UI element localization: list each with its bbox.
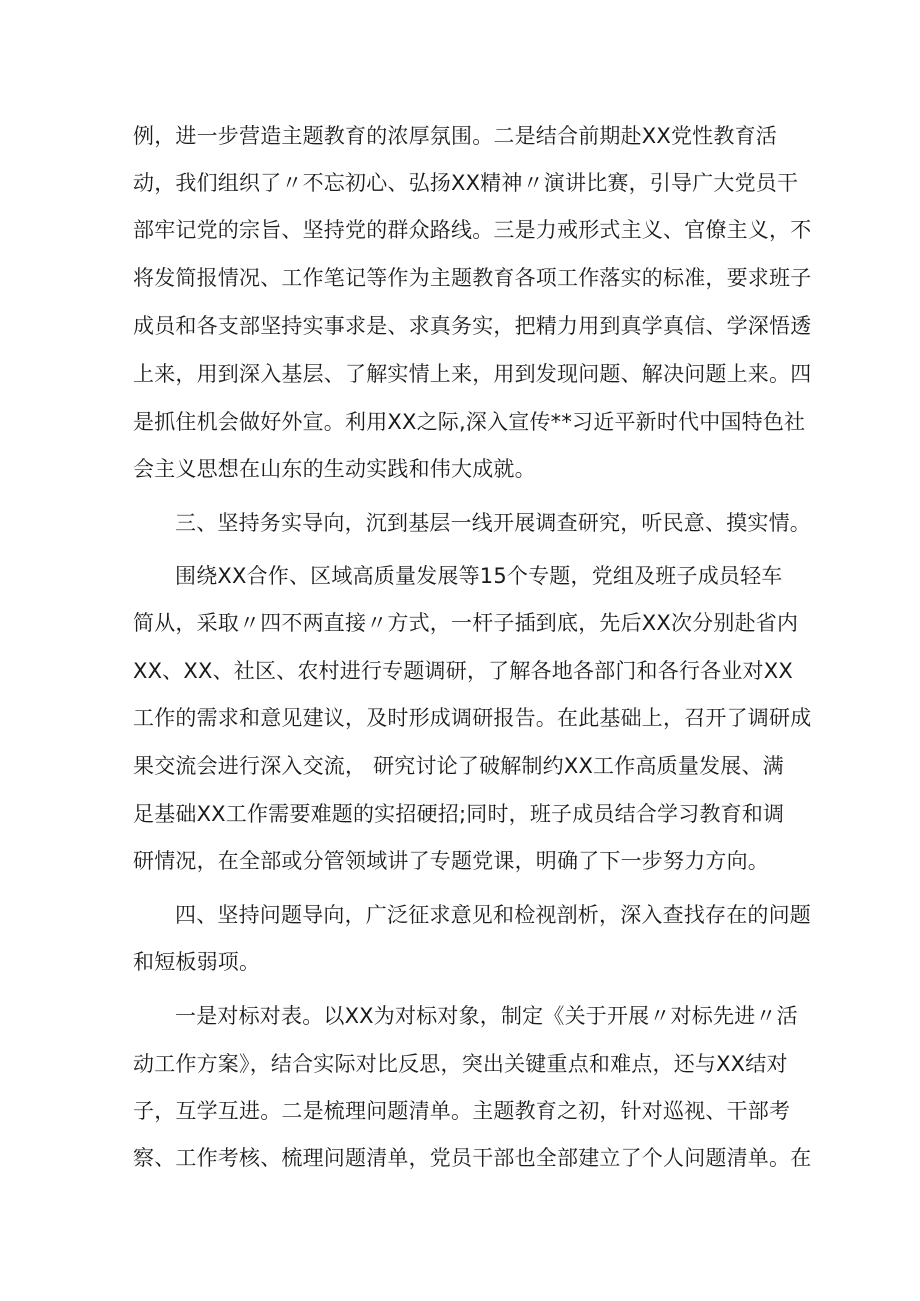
text-line: XX、XX、社区、农村进行专题调研，了解各地各部门和各行各业对XX (133, 659, 793, 683)
text-line: 子，互学互进。二是梳理问题清单。主题教育之初，针对巡视、干部考 (133, 1099, 791, 1123)
text-line: 是抓住机会做好外宣。利用XX之际,深入宣传**习近平新时代中国特色社 (133, 410, 806, 434)
text-line: 简从，采取〃四不两直接〃方式，一杆子插到底，先后XX次分别赴省内 (133, 611, 799, 635)
text-line: 例，进一步营造主题教育的浓厚氛围。二是结合前期赴XX党性教育活 (133, 124, 777, 148)
text-line: 会主义思想在山东的生动实践和伟大成就。 (133, 457, 536, 481)
section-heading: 三、坚持务实导向，沉到基层一线开展调查研究，听民意、摸实情。 (175, 511, 811, 535)
text-line: 研情况，在全部或分管领域讲了专题党课，明确了下一步努力方向。 (133, 849, 769, 873)
text-line: 足基础XX工作需要难题的实招硬招;同时，班子成员结合学习教育和调 (133, 802, 785, 826)
text-line: 动，我们组织了〃不忘初心、弘扬XX精神〃演讲比赛，引导广大党员干 (133, 171, 799, 195)
text-line: 动工作方案》，结合实际对比反思，突出关键重点和难点，还与XX结对 (133, 1052, 788, 1076)
section-heading: 四、坚持问题导向，广泛征求意见和检视剖析，深入查找存在的问题 (175, 903, 811, 927)
text-line: 工作的需求和意见建议，及时形成调研报告。在此基础上，召开了调研成 (133, 706, 812, 730)
text-line: 一是对标对表。以XX为对标对象，制定《关于开展〃对标先进〃活 (175, 1004, 798, 1028)
text-line: 成员和各支部坚持实事求是、求真务实，把精力用到真学真信、学深悟透 (133, 314, 812, 338)
text-line: 部牢记党的宗旨、坚持党的群众路线。三是力戒形式主义、官僚主义，不 (133, 218, 812, 242)
text-line: 果交流会进行深入交流， 研究讨论了破解制约XX工作高质量发展、满 (133, 754, 784, 778)
text-line: 将发简报情况、工作笔记等作为主题教育各项工作落实的标准，要求班子 (133, 266, 812, 290)
section-heading: 和短板弱项。 (133, 950, 261, 974)
text-line: 围绕XX合作、区域高质量发展等15个专题，党组及班子成员轻车 (175, 564, 783, 588)
text-line: 察、工作考核、梳理问题清单，党员干部也全部建立了个人问题清单。在 (133, 1146, 812, 1170)
text-line: 上来，用到深入基层、了解实情上来，用到发现问题、解决问题上来。四 (133, 362, 812, 386)
